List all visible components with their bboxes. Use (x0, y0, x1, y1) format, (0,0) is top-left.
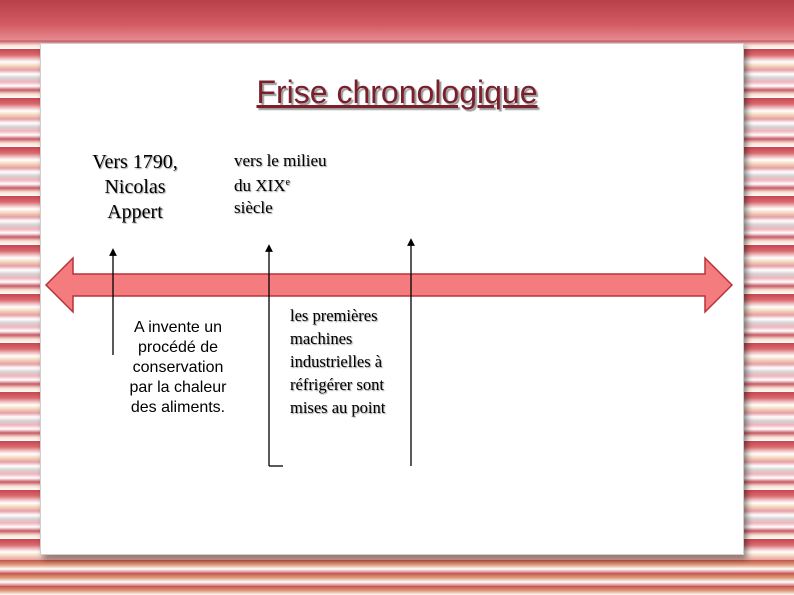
label-refrigeration-machines: les premières machines industrielles à réfrigérer sont mises au point (290, 306, 386, 417)
label-xix-suffix: siècle (234, 198, 273, 217)
slide-title: Frise chronologique (256, 74, 538, 110)
label-mid-xix-century (234, 150, 334, 219)
label-1790-appert: Vers 1790, Nicolas Appert (92, 151, 178, 223)
label-xix-sup: e (285, 177, 290, 188)
label-xix-prefix: vers le milieu du XIX (234, 151, 327, 195)
label-appert-invention: A invente un procédé de conservation par la chaleur des aliments. (129, 319, 227, 416)
